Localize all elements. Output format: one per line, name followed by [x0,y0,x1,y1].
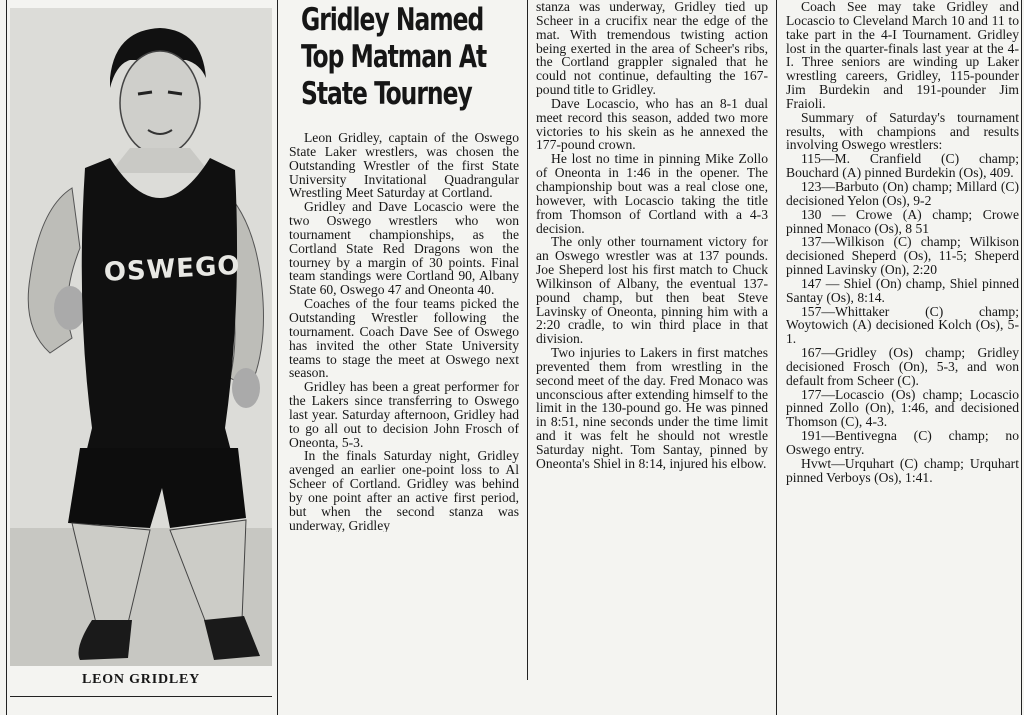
result-detail: Wilkison decisioned Sheperd (Os), 11-5; Sheperd pinned Lavinsky (On), 2:20 [786,234,1019,278]
article-column-3 [786,0,1019,485]
result-detail: no Oswego entry. [786,428,1019,457]
paragraph: Leon Gridley, captain of the Oswego State Laker wrestlers, was chosen the Outstanding Wrestler of the first State University Invitational Quadrangular Wrestling Meet Saturday at Cortland. [289,130,519,201]
bottom-rule [10,696,272,697]
paragraph: Two injuries to Lakers in first matches prevented them from wrestling in the second meet of the day. Fred Monaco was unconscious after extending himself to the limit in the 130-pound go. He was pinned in 8:51, nine seconds under the time limit and it was felt he should not wrestle Saturday night. Tom Santay, pinned by Oneonta's Shiel in 8:14, injured his elbow. [536,345,768,471]
paragraph: Coaches of the four teams picked the Outstanding Wrestler following the tournament. Coach Dave See of Oswego has invited the other State University teams to stage the meet at Oswego next season. [289,296,519,381]
column-rule [6,0,7,715]
paragraph: Coach See may take Gridley and Locascio to Cleveland March 10 and 11 to take part in the 4-I Tournament. Gridley lost in the quarter-finals last year at the 4-I. Three seniors are winding up Laker wrestling careers, Gridley, 115-pounder Jim Burdekin and 191-pounder Jim Fraioli. [786,0,1019,111]
result-entry [786,305,1019,347]
result-weight-champ: Hvwt—Urquhart (C) champ; [801,455,964,471]
result-weight-champ: 137—Wilkison (C) champ; [801,234,961,250]
result-detail: Shiel pinned Santay (Os), 8:14. [786,275,1019,305]
column-rule [1021,0,1022,715]
result-detail: Gridley decisioned Frosch (On), 5-3, and won default from Scheer (C). [786,345,1019,388]
result-detail: Crowe pinned Monaco (Os), 8 51 [786,206,1019,236]
result-weight-champ: 130 — Crowe (A) champ; [801,206,973,222]
paragraph: Gridley and Dave Locascio were the two Oswego wrestlers who won tournament championships, as the Cortland State Red Dragons won the tourney by a margin of 30 points. Final team standings were Cortland 90, Albany State 60, Oswego 47 and Oneonta 40. [289,199,519,298]
wrestler-photo [10,8,272,666]
column-rule [776,0,777,715]
result-detail: Woytowich (A) decisioned Kolch (Os), 5-1. [786,317,1019,347]
result-weight-champ: 191—Bentivegna (C) champ; [801,428,989,444]
paragraph: Dave Locascio, who has an 8-1 dual meet record this season, added two more victories to his skein as he annexed the 177-pound crown. [536,95,768,153]
article-column-2 [536,0,768,471]
result-weight-champ: 157—Whittaker (C) champ; [801,303,1019,319]
column-rule [277,0,278,715]
paragraph: stanza was underway, Gridley tied up Scheer in a crucifix near the edge of the mat. With tremendous twisting action being exerted in the area of Scheer's ribs, the Cortland grappler signaled that he could not continue, defaulting the 167-pound title to Gridley. [536,0,768,98]
paragraph: Summary of Saturday's tournament results, with champions and results involving Oswego wrestlers: [786,109,1019,153]
result-entry [786,152,1019,180]
headline-line: Top Matman At [301,39,487,75]
result-entry [786,208,1019,236]
headline-line: Gridley Named [301,2,484,38]
headline-line: State Tourney [301,76,472,112]
result-weight-champ: 115—M. Cranfield (C) champ; [801,151,1019,167]
result-detail: Locascio pinned Zollo (On), 1:46, and decisioned Thomson (C), 4-3. [786,386,1019,430]
result-entry [786,235,1019,277]
wrestler-figure [10,8,272,666]
result-entry [786,277,1019,305]
result-detail: Urquhart pinned Verboys (Os), 1:41. [786,455,1019,485]
headline [301,2,519,113]
result-detail: Bouchard (A) pinned Burdekin (Os), 409. [786,165,1014,181]
photo-caption: LEON GRIDLEY [81,672,201,687]
result-weight-champ: 167—Gridley (Os) champ; [801,345,966,361]
result-weight-champ: 123—Barbuto (On) champ; [801,178,953,194]
result-entry [786,346,1019,388]
result-weight-champ: 147 — Shiel (On) champ, [801,275,946,291]
result-entry [786,429,1019,457]
result-entry [786,457,1019,485]
result-entry [786,388,1019,430]
result-weight-champ: 177—Locascio (Os) champ; [801,386,963,402]
paragraph: The only other tournament victory for an Oswego wrestler was at 137 pounds. Joe Sheperd lost his first match to Chuck Wilkinson of Albany, the eventual 137-pound champ, but then beat Steve Lavinsky of Oneonta, pinning him with a 2:20 cradle, to win third place in that division. [536,234,768,347]
paragraph: In the finals Saturday night, Gridley avenged an earlier one-point loss to Al Scheer of Cortland. Gridley was behind by one point after an active first period, but when the second stanza was underway, Gridley [289,448,519,533]
results-summary [786,152,1019,484]
paragraph: Gridley has been a great performer for the Lakers since transferring to Oswego last year. Saturday afternoon, Gridley had to go all out to decision John Frosch of Oneonta, 5-3. [289,379,519,450]
jersey-lettering: OSWEGO [103,250,242,288]
article-column-1 [289,0,519,532]
column-rule [527,0,528,680]
result-detail: Millard (C) decisioned Yelon (Os), 9-2 [786,178,1019,208]
paragraph: He lost no time in pinning Mike Zollo of Oneonta in 1:46 in the opener. The championship bout was a real close one, however, with Locascio taking the title from Thomson of Cortland with a 4-3 decision. [536,151,768,236]
result-entry [786,180,1019,208]
